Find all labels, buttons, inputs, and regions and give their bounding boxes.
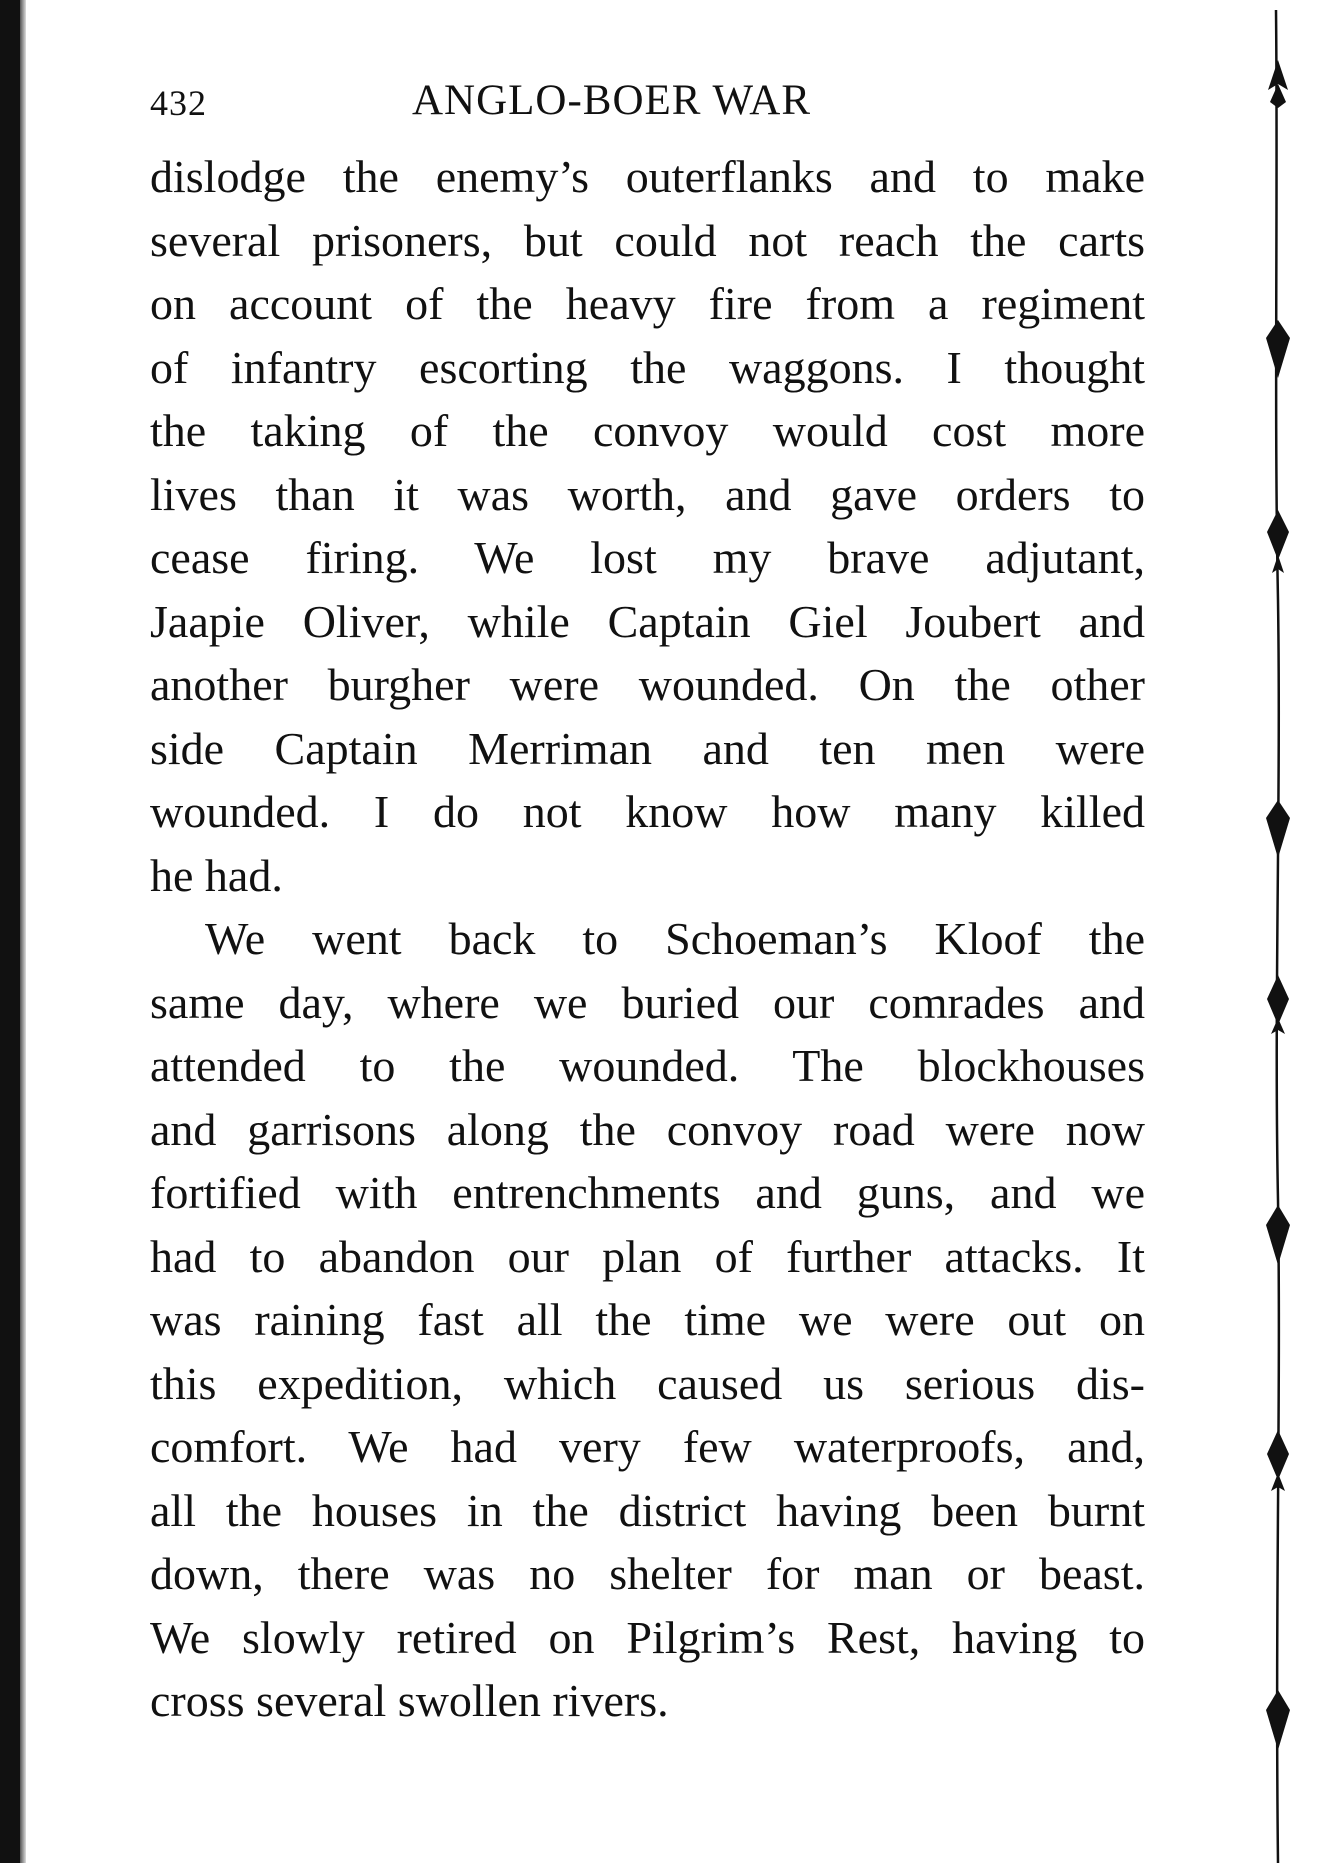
page-number: 432 bbox=[150, 83, 207, 123]
text-line: side Captain Merriman and ten men were bbox=[150, 722, 1145, 774]
text-line: same day, where we buried our comrades and bbox=[150, 976, 1145, 1028]
text-line: fortified with entrenchments and guns, and we bbox=[150, 1167, 1145, 1218]
text-line: the taking of the convoy would cost more bbox=[150, 405, 1145, 456]
text-line: dislodge the enemy’s outerflanks and to make bbox=[150, 151, 1145, 202]
text-line: he had. bbox=[150, 849, 283, 901]
text-line: down, there was no shelter for man or beast. bbox=[150, 1548, 1145, 1599]
page-header bbox=[150, 70, 950, 130]
text-line: wounded. I do not know how many killed bbox=[150, 786, 1145, 837]
text-line: of infantry escorting the waggons. I thought bbox=[150, 341, 1145, 393]
running-title: ANGLO-BOER WAR bbox=[412, 77, 812, 124]
body-text bbox=[150, 145, 1145, 1733]
paragraph-2 bbox=[150, 907, 1145, 1733]
text-line: and garrisons along the convoy road were now bbox=[150, 1103, 1145, 1155]
binding-shadow bbox=[20, 0, 26, 1863]
text-line: Jaapie Oliver, while Captain Giel Joubert and bbox=[150, 595, 1145, 647]
text-line: was raining fast all the time we were out on bbox=[150, 1294, 1145, 1345]
paragraph-1 bbox=[150, 145, 1145, 907]
text-line: another burgher were wounded. On the other bbox=[150, 659, 1145, 710]
text-line: We went back to Schoeman’s Kloof the bbox=[205, 913, 1145, 964]
text-line: attended to the wounded. The blockhouses bbox=[150, 1040, 1145, 1091]
margin-ornament-vine bbox=[1248, 0, 1308, 1863]
text-line: this expedition, which caused us serious dis- bbox=[150, 1357, 1145, 1409]
text-line: cross several swollen rivers. bbox=[150, 1675, 669, 1726]
text-line: lives than it was worth, and gave orders to bbox=[150, 468, 1145, 520]
binding-edge bbox=[0, 0, 20, 1863]
text-line: all the houses in the district having been burnt bbox=[150, 1484, 1145, 1536]
text-line: had to abandon our plan of further attacks. It bbox=[150, 1230, 1145, 1282]
text-line: comfort. We had very few waterproofs, and, bbox=[150, 1421, 1145, 1472]
text-line: cease firing. We lost my brave adjutant, bbox=[150, 532, 1145, 583]
text-line: We slowly retired on Pilgrim’s Rest, having to bbox=[150, 1611, 1145, 1663]
text-line: on account of the heavy fire from a regiment bbox=[150, 278, 1145, 329]
text-line: several prisoners, but could not reach the carts bbox=[150, 214, 1145, 266]
